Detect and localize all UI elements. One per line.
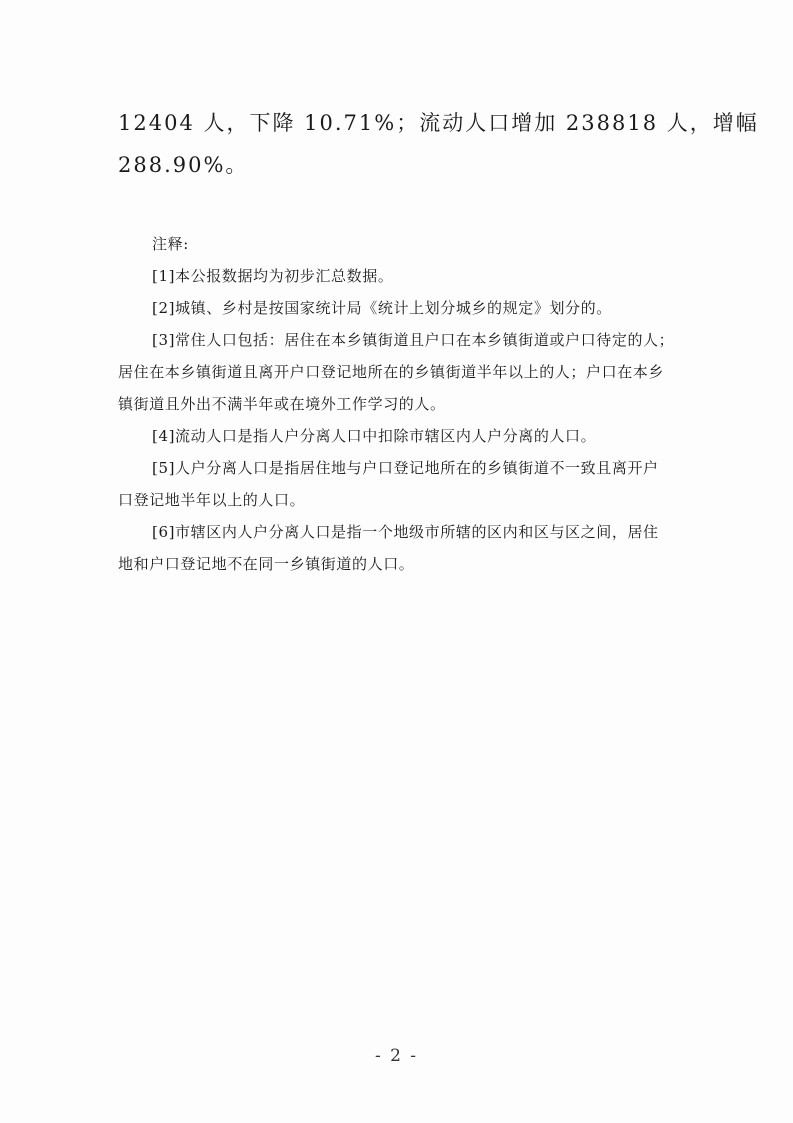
note-item-3-continued: 镇街道且外出不满半年或在境外工作学习的人。 — [118, 395, 446, 413]
note-item-2: [2]城镇、乡村是按国家统计局《统计上划分城乡的规定》划分的。 — [152, 299, 612, 317]
note-item-3-continued: 居住在本乡镇街道且离开户口登记地所在的乡镇街道半年以上的人；户口在本乡 — [118, 363, 665, 381]
body-line: 288.90%。 — [118, 153, 249, 177]
note-item-5-continued: 口登记地半年以上的人口。 — [118, 491, 306, 509]
note-item-3: [3]常住人口包括：居住在本乡镇街道且户口在本乡镇街道或户口待定的人； — [152, 331, 675, 349]
note-item-6-continued: 地和户口登记地不在同一乡镇街道的人口。 — [118, 555, 415, 573]
page-number: - 2 - — [374, 1046, 419, 1066]
body-line: 12404 人，下降 10.71%；流动人口增加 238818 人，增幅 — [118, 111, 759, 135]
note-item-6: [6]市辖区内人户分离人口是指一个地级市所辖的区内和区与区之间，居住 — [152, 523, 659, 541]
note-item-4: [4]流动人口是指人户分离人口中扣除市辖区内人户分离的人口。 — [152, 427, 597, 445]
note-item-1: [1]本公报数据均为初步汇总数据。 — [152, 267, 394, 285]
notes-section — [118, 228, 678, 580]
body-paragraph — [118, 102, 759, 186]
notes-heading: 注释: — [152, 235, 189, 253]
note-item-5: [5]人户分离人口是指居住地与户口登记地所在的乡镇街道不一致且离开户 — [152, 459, 659, 477]
